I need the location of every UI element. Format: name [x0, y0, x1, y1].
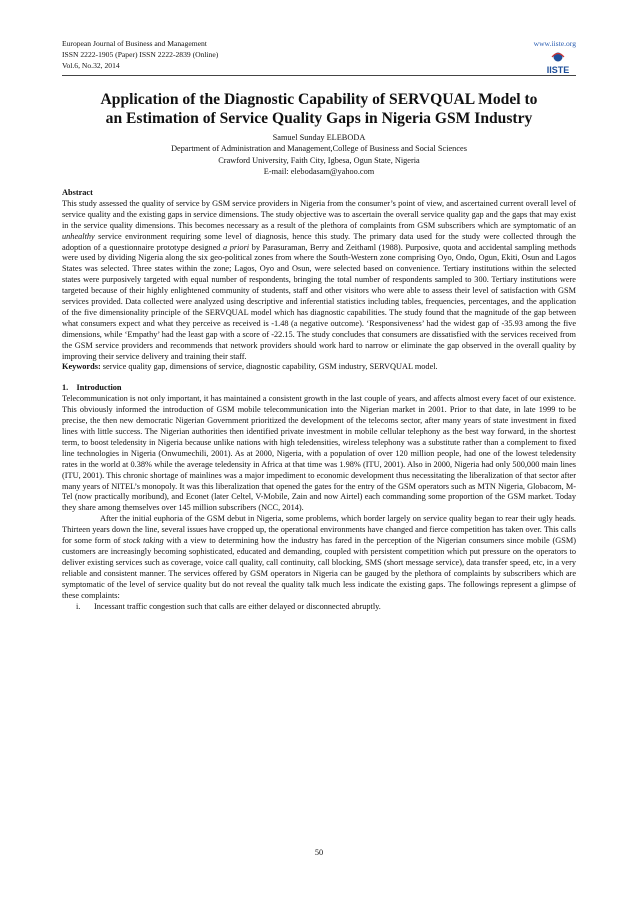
journal-url-link[interactable]: www.iiste.org — [533, 39, 576, 48]
author-university: Crawford University, Faith City, Igbesa, Ogun State, Nigeria — [218, 155, 420, 165]
intro-paragraph-1: Telecommunication is not only important, it has maintained a consistent growth in the last couple of years, and affects almost every facet of our existence. This obviously informed the introduction of GSM mobile telecommunication into the Nigerian market in 2001. Prior to that date, in late 1999 to be precise, the then new democratic Nigerian Government prioritized the development of the telecoms sector, after many years of state investment in fixed lines with little success. The Nigerian authorities then identified private investment in mobile cellular telephony as the best way forward, in the shortest term, to boost teledensity in Nigeria because unlike nations with high teledensities, wireless telephony was a substitute rather than a complement to fixed line technologies in Nigeria (Onwumechili, 2001). As at 2000, Nigeria, with a population of over 120 million people, had one of the lowest teledensity rates in the world at 0.38% while the average teledensity in Africa at that time was 1.98% (ITU, 2001). Also in 2000, Nigeria had only 500,000 main lines (ITU, 2001). This chronic shortage of mainlines was a major impediment to economic development thus necessitating the liberalization of that sector after many years of NITEL’s monopoly. It was this liberalization that opened the gates for the entry of the GSM operators such as MTN Nigeria, Globacom, M-Tel (now practically moribund), and Econet (later Celtel, V-Mobile, Zain and now Airtel) each commanding some proportion of the GSM market. Today they share among themselves over 145 million subscribers (NCC, 2014). — [62, 394, 576, 513]
paper-title — [62, 90, 576, 128]
logo-text: IISTE — [546, 65, 570, 75]
introduction-heading: 1. Introduction — [62, 383, 122, 393]
volume-line: Vol.6, No.32, 2014 — [62, 61, 120, 71]
keywords-label: Keywords: — [62, 362, 101, 372]
intro-paragraph-2: After the initial euphoria of the GSM debut in Nigeria, some problems, which border largely on service quality began to rear their ugly heads. Thirteen years down the line, several issues have cropped up, the operational environments have changed and fierce competition has taken over. This calls for some form of stock taking with a view to determining how the industry has fared in the perception of the Nigerian consumers since mobile (GSM) customers are increasingly becoming sophisticated, educated and demanding, coupled with persistent competition which put pressure on the operators to deliver existing services such as coverage, voice call quality, call continuity, call blocking, SMS (short message service), data transfer speed, etc, in a very reliable and consistent manner. The services offered by GSM operators in Nigeria can be gauged by the plethora of complaints by subscribers which are symptomatic of the level of service quality but do not reveal the quality talk much less indicate the existing gaps. The followings represent a glimpse of these complaints: — [62, 514, 576, 600]
journal-name: European Journal of Business and Management — [62, 39, 207, 48]
author-block — [62, 132, 576, 178]
title-line-1: Application of the Diagnostic Capability of SERVQUAL Model to — [100, 90, 538, 108]
list-item — [62, 602, 576, 613]
issn-line: ISSN 2222-1905 (Paper) ISSN 2222-2839 (Online) — [62, 50, 219, 60]
keywords — [62, 362, 576, 373]
header-rule — [62, 75, 576, 76]
author-name: Samuel Sunday ELEBODA — [272, 132, 366, 142]
abstract-text: This study assessed the quality of service by GSM service providers in Nigeria from the consumer’s point of view, and ascertained current overall level of service quality and the existing gaps in service dimensions. The study objective was to ascertain the overall service quality gap and the gaps that may exist in the service quality dimensions. This becomes necessary as a result of the plethora of complaints from GSM subscribers which are symptomatic of an unhealthy service environment requiring some level of diagnosis, hence this study. The primary data used for the study were collected through the adoption of a questionnaire prototype designed a priori by Parasuraman, Berry and Zeithaml (1988). Purposive, quota and accidental sampling methods were used by dividing Nigeria along the six geo-political zones from where the South-Western zone comprising Oyo, Ondo, Ogun, Ekiti, Osun and Lagos States was selected. Three states within the zone; Lagos, Oyo and Osun, were selected based on convenience. Tertiary institutions within the selected states were purposively targeted with equal number of respondents, bringing the total number of respondents sampled to 300. Tertiary institutions were targeted because of their highly enlightened community of students, staff and other visitors who were able to assess their level of satisfaction with GSM services provided. Data collected were analyzed using descriptive and inferential statistics including tables, frequencies, percentages, and the application of the five dimensionality principle of the SERVQUAL model which has diagnostic capabilities. The study found that the magnitude of the gap between what consumers expect and what they perceive as received is -1.48 (a negative outcome). ‘Responsiveness’ had the widest gap of -35.93 among the five dimensions, while ‘Empathy’ had the least gap with a score of -22.15. The study concludes that consumers are dissatisfied with the services received from the GSM service providers and recommends that network providers should work hard to narrow or eliminate the gap observed in the overall quality by improving their service delivery and training their staff. — [62, 198, 577, 361]
keywords-list: service quality gap, dimensions of service, diagnostic capability, GSM industry, SERVQUAL model. — [100, 362, 438, 372]
author-department: Department of Administration and Management,College of Business and Social Sciences — [171, 144, 467, 154]
page-number: 50 — [314, 848, 324, 857]
iiste-logo — [543, 51, 573, 77]
document-page — [62, 38, 576, 612]
list-item-number: i. — [76, 601, 81, 611]
abstract-heading: Abstract — [62, 187, 93, 197]
author-email: E-mail: elebodasam@yahoo.com — [263, 167, 375, 177]
running-header — [62, 38, 576, 75]
title-line-2: an Estimation of Service Quality Gaps in Nigeria GSM Industry — [105, 109, 533, 127]
list-item-text: Incessant traffic congestion such that calls are either delayed or disconnected abruptly. — [94, 601, 381, 611]
